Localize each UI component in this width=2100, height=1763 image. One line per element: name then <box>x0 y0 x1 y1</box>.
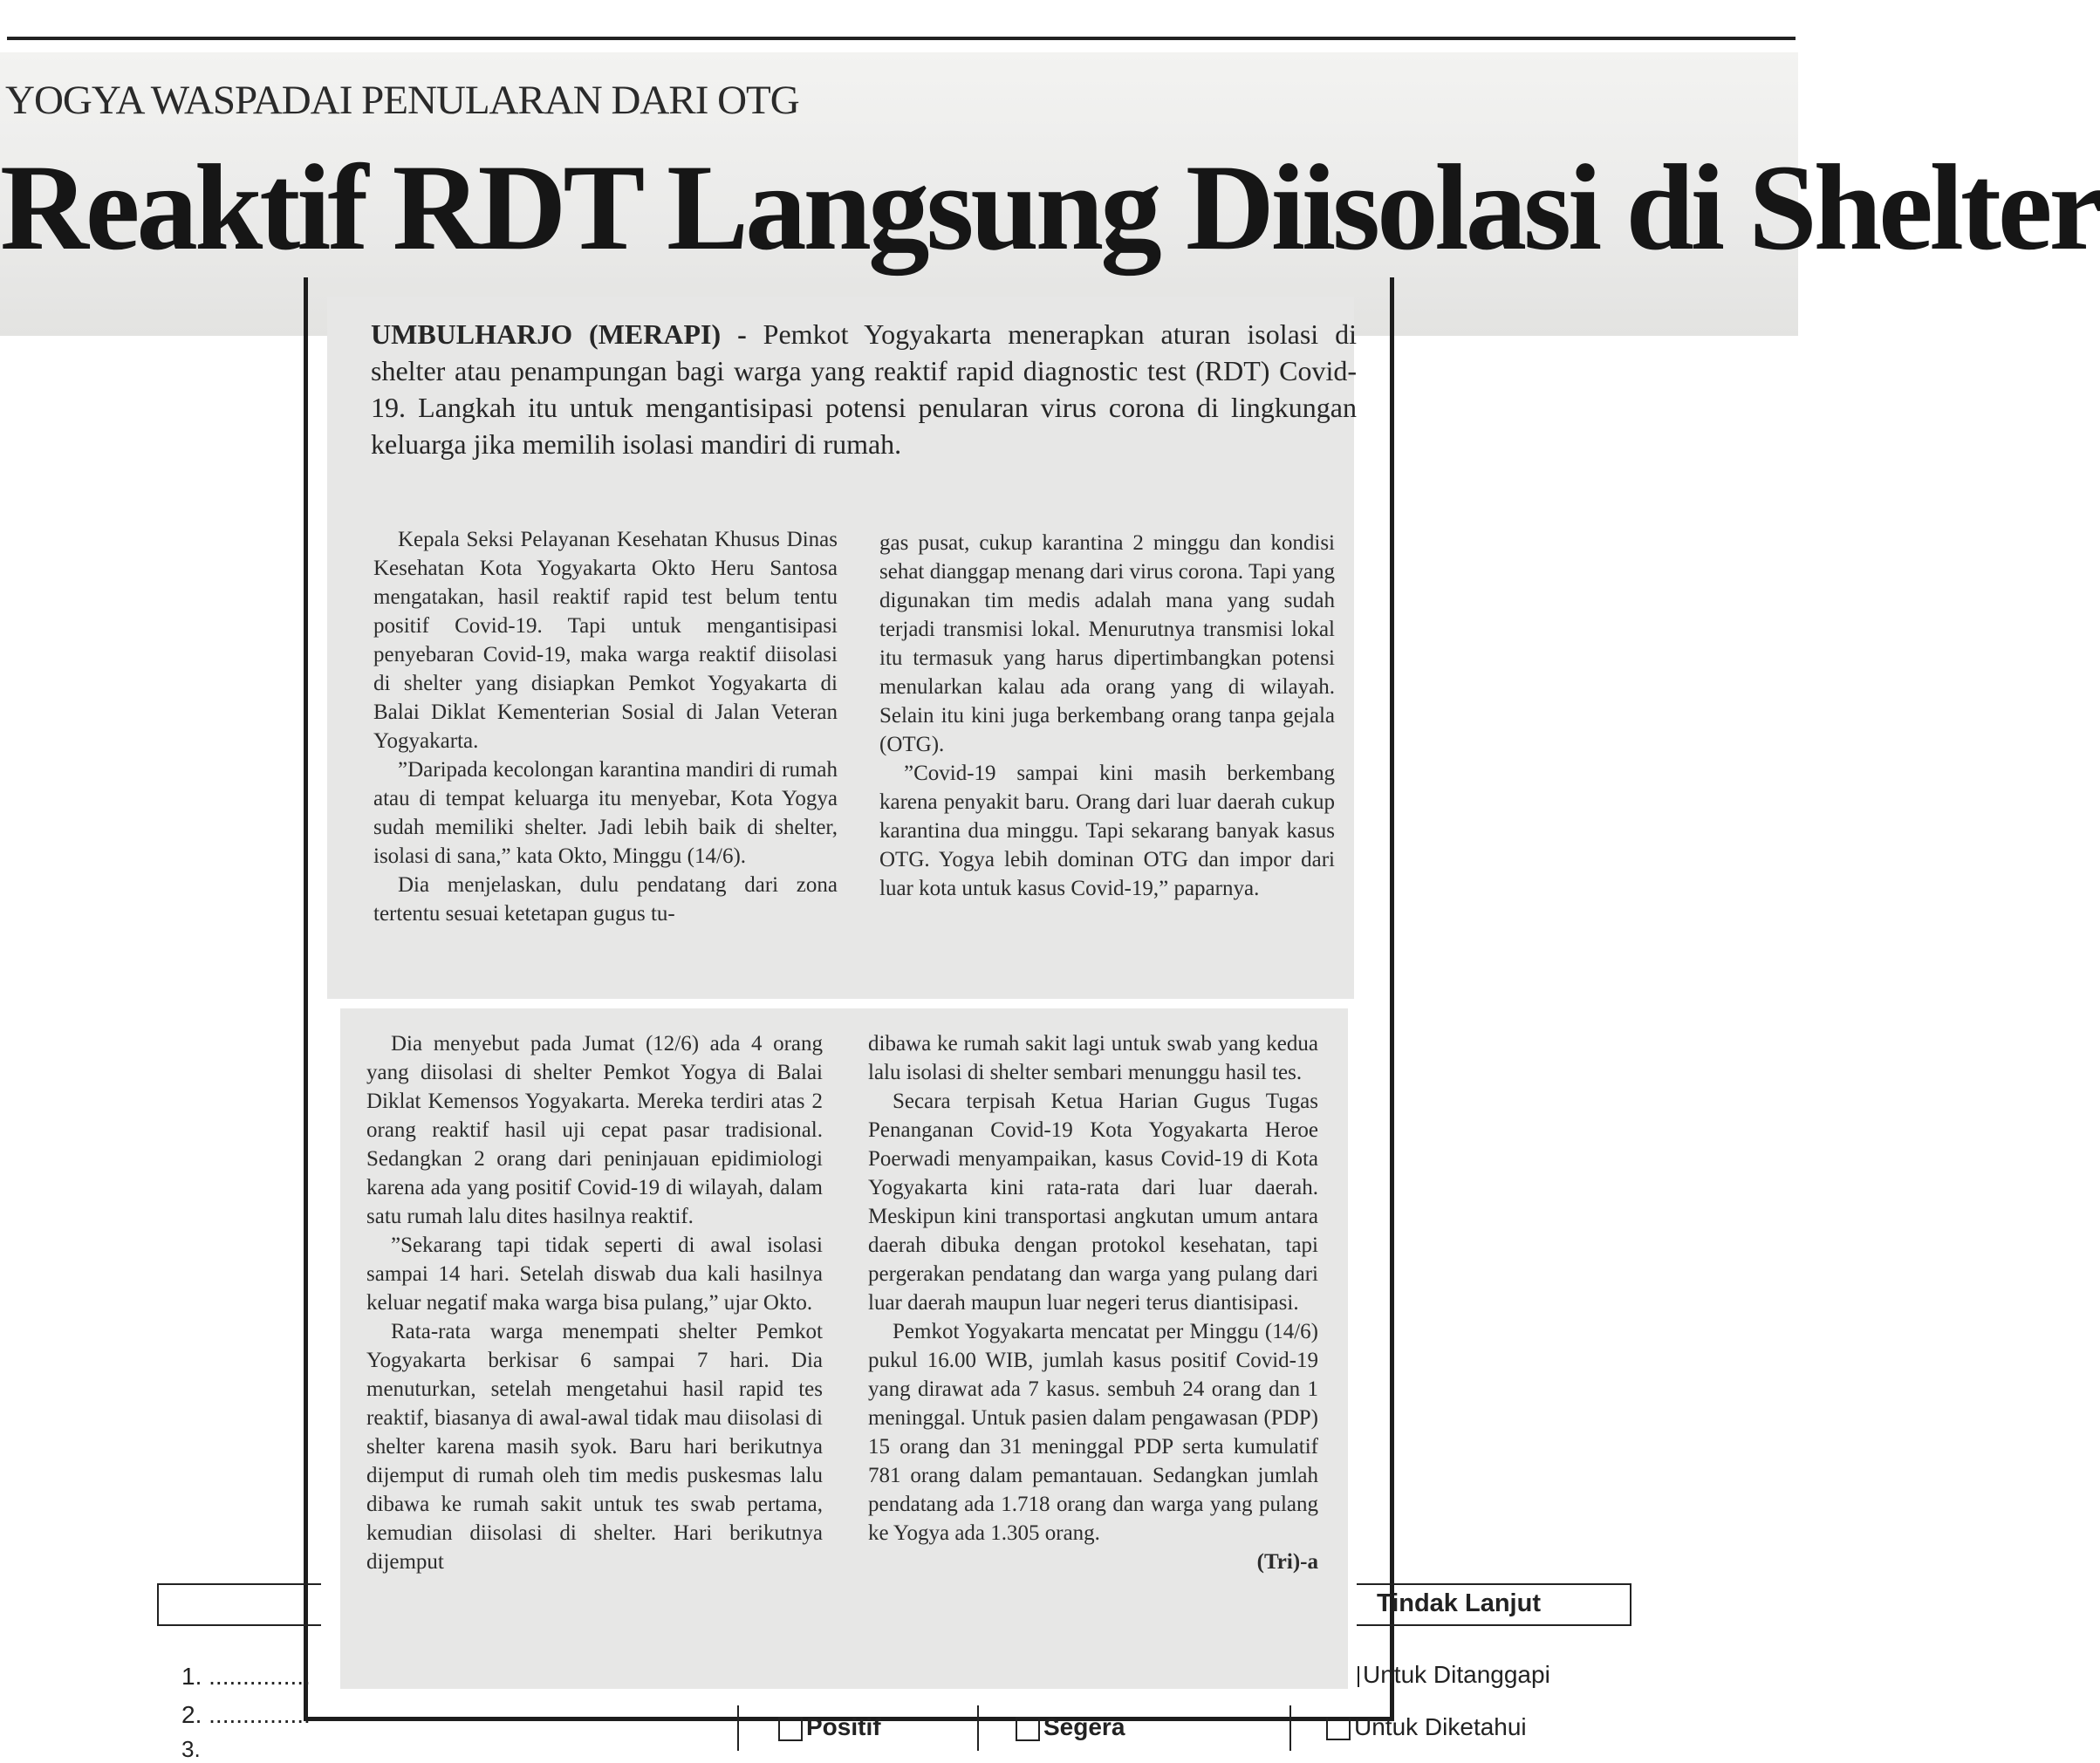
top-rule <box>7 37 1796 40</box>
option-label: Segera <box>1043 1713 1125 1740</box>
upper-right-column <box>879 529 1335 903</box>
form-line-1: 1. ............... <box>181 1663 311 1690</box>
upper-left-column <box>373 525 838 928</box>
paragraph: Pemkot Yogyakarta mencatat per Minggu (14/6) pukul 16.00 WIB, jumlah kasus positif Covid-19 yang dirawat ada 7 kasus. sembuh 24 orang dan 1 meninggal. Untuk pasien dalam pengawasan (PDP) 15 orang dan 31 meninggal PDP serta kumulatif 781 orang dalam pemantauan. Sedangkan jumlah pendatang ada 1.718 orang dan warga yang pulang ke Yogya ada 1.305 orang. <box>868 1320 1318 1545</box>
lead-paragraph <box>371 316 1357 462</box>
checkbox[interactable] <box>1326 1718 1351 1740</box>
lead-text: Pemkot Yogyakarta menerapkan aturan isolasi di shelter atau penampungan bagi warga yang reaktif rapid diagnostic test (RDT) Covid-19. Langkah itu untuk mengantisipasi potensi penularan virus corona di lingkungan keluarga jika memilih isolasi mandiri di rumah. <box>371 318 1358 460</box>
form-top-rule <box>157 1583 321 1585</box>
paragraph: Secara terpisah Ketua Harian Gugus Tugas Penanganan Covid-19 Kota Yogyakarta Heroe Poerwadi menyampaikan, kasus Covid-19 di Kota Yogyakarta kini rata-rata dari luar daerah. Meskipun kini transportasi angkutan umum antara daerah dibuka dengan protokol kesehatan, tapi pergerakan pendatang dan warga yang pulang dari luar daerah maupun luar negeri terus diantisipasi. <box>868 1090 1318 1315</box>
lower-left-column <box>366 1029 823 1576</box>
option-untuk-diketahui[interactable] <box>1326 1713 1527 1741</box>
byline: (Tri)-a <box>1256 1550 1318 1574</box>
checkbox[interactable] <box>1016 1717 1040 1741</box>
paragraph: ”Sekarang tapi tidak seperti di awal isolasi sampai 14 hari. Setelah diswab dua kali hasilnya keluar negatif maka warga bisa pulang,” ujar Okto. <box>366 1233 823 1315</box>
form-divider <box>737 1705 739 1751</box>
dateline: UMBULHARJO (MERAPI) - <box>371 318 747 350</box>
lower-right-column <box>868 1029 1318 1576</box>
paragraph: gas pusat, cukup karantina 2 minggu dan kondisi sehat dianggap menang dari virus corona. Tapi yang digunakan tim medis adalah mana yang sudah terjadi transmisi lokal. Menurutnya transmisi lokal itu termasuk yang harus dipertimbangkan potensi menularkan kalau ada orang yang di wilayah. Selain itu kini juga berkembang orang tanpa gejala (OTG). <box>879 531 1335 756</box>
form-divider <box>1289 1705 1291 1751</box>
form-divider <box>977 1705 979 1751</box>
option-positif[interactable] <box>778 1713 881 1741</box>
paragraph: Dia menjelaskan, dulu pendatang dari zona tertentu sesuai ketetapan gugus tu- <box>373 873 838 926</box>
option-untuk-ditanggapi[interactable] <box>1337 1661 1550 1689</box>
paragraph: dibawa ke rumah sakit lagi untuk swab yang kedua lalu isolasi di shelter sembari menunggu hasil tes. <box>868 1032 1318 1084</box>
form-top-rule-right <box>1357 1583 1631 1585</box>
form-title: Tindak Lanjut <box>1377 1589 1541 1617</box>
checkbox[interactable] <box>778 1717 803 1741</box>
paragraph: Rata-rata warga menempati shelter Pemkot Yogyakarta berkisar 6 sampai 7 hari. Dia menuturkan, setelah mengetahui hasil rapid tes reaktif, biasanya di awal-awal tidak mau diisolasi di shelter karena masih syok. Baru hari berikutnya dijemput di rumah oleh tim medis puskesmas lalu dibawa ke rumah sakit untuk tes swab pertama, kemudian diisolasi di shelter. Hari berikutnya dijemput <box>366 1320 823 1574</box>
headline: Reaktif RDT Langsung Diisolasi di Shelter <box>0 140 2100 276</box>
form-mid-rule <box>157 1624 321 1626</box>
kicker: YOGYA WASPADAI PENULARAN DARI OTG <box>5 78 799 123</box>
paragraph: ”Covid-19 sampai kini masih berkembang karena penyakit baru. Orang dari luar daerah cukup karantina dua minggu. Tapi sekarang banyak kasus OTG. Yogya lebih dominan OTG dan impor dari luar kota untuk kasus Covid-19,” paparnya. <box>879 762 1335 900</box>
paragraph: ”Daripada kecolongan karantina mandiri di rumah atau di tempat keluarga itu menyebar, Kota Yogya sudah memiliki shelter. Jadi lebih baik di shelter, isolasi di sana,” kata Okto, Minggu (14/6). <box>373 758 838 868</box>
form-right-border <box>1630 1583 1631 1626</box>
paragraph: Dia menyebut pada Jumat (12/6) ada 4 orang yang diisolasi di shelter Pemkot Yogya di Balai Diklat Kemensos Yogyakarta. Mereka terdiri atas 2 orang reaktif hasil uji cepat pasar tradisional. Sedangkan 2 orang dari peninjauan epidimiologi karena ada yang positif Covid-19 di wilayah, dalam satu rumah lalu dites hasilnya reaktif. <box>366 1032 823 1228</box>
option-label: Untuk Diketahui <box>1354 1713 1527 1740</box>
option-label: Untuk Ditanggapi <box>1363 1661 1550 1688</box>
option-label: Positif <box>806 1713 881 1740</box>
form-line-2: 2. ............... <box>181 1701 311 1728</box>
checkbox[interactable] <box>1337 1666 1359 1687</box>
paragraph: Kepala Seksi Pelayanan Kesehatan Khusus Dinas Kesehatan Kota Yogyakarta Okto Heru Santosa mengatakan, hasil reaktif rapid test belum tentu positif Covid-19. Tapi untuk mengantisipasi penyebaran Covid-19, maka warga reaktif diisolasi di shelter yang disiapkan Pemkot Yogyakarta di Balai Diklat Kementerian Sosial di Jalan Veteran Yogyakarta. <box>373 528 838 753</box>
form-mid-rule-right <box>1357 1624 1631 1626</box>
form-left-border <box>157 1583 159 1626</box>
option-segera[interactable] <box>1016 1713 1125 1741</box>
form-line-3: 3. <box>181 1736 201 1762</box>
